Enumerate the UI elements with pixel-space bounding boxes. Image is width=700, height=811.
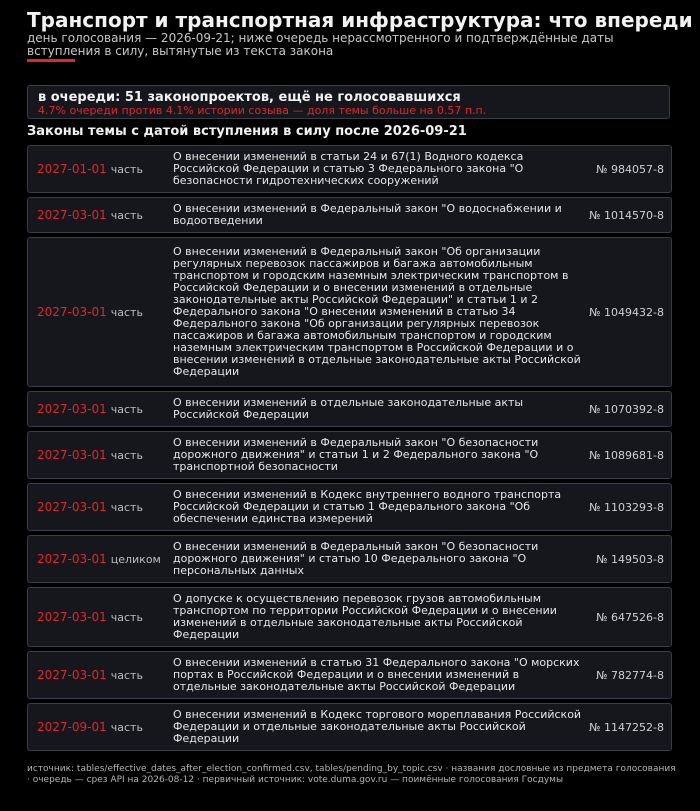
- page-subtitle: день голосования — 2026-09-21; ниже очередь нерассмотренного и подтверждённые даты вступления в силу, вытянутые из текста закона: [27, 31, 614, 58]
- law-scope: часть: [110, 208, 143, 222]
- law-scope: часть: [110, 402, 143, 416]
- law-number: № 1103293-8: [589, 500, 664, 514]
- law-date: 2027-01-01: [37, 162, 107, 176]
- law-scope: часть: [110, 668, 143, 682]
- law-date: 2027-03-01: [37, 448, 107, 462]
- law-row: [27, 431, 672, 479]
- law-title: О внесении изменений в Федеральный закон "Об организации регулярных перевозок пассажиров и багажа автомобильным транспортом и городским наземным электрическим транспортом в Российской Федерации и о внесении изменений в отдельные законодательные акты Российской Федерации" и статьи 1 и 2 Федерального закона "О внесении изменений в статью 34 Федерального закона "Об организации регулярных перевозок пассажиров и багажа автомобильным транспортом и городским наземным электрическим транспортом в Российской Федерации и о внесении изменений в отдельные законодательные акты Российской Федерации: [173, 245, 581, 378]
- law-effective: [37, 238, 143, 386]
- law-row: [27, 391, 672, 427]
- page-title: Транспорт и транспортная инфраструктура: что впереди: [27, 8, 693, 32]
- law-title: О внесении изменений в Федеральный закон "О безопасности дорожного движения" и статьи 1 и 2 Федерального закона "О транспортной безопасности: [173, 436, 539, 473]
- law-effective: [37, 484, 143, 530]
- law-number: № 1089681-8: [589, 448, 664, 462]
- law-scope: целиком: [110, 552, 161, 566]
- law-number: № 1147252-8: [589, 720, 664, 734]
- law-scope: часть: [110, 162, 143, 176]
- law-date: 2027-03-01: [37, 305, 107, 319]
- law-date: 2027-03-01: [37, 500, 107, 514]
- law-date: 2027-03-01: [37, 610, 107, 624]
- law-scope: часть: [110, 720, 143, 734]
- law-number: № 149503-8: [596, 552, 664, 566]
- law-title: О внесении изменений в Кодекс внутреннего водного транспорта Российской Федерации и статью 1 Федерального закона "Об обеспечении единства измерений: [173, 488, 562, 525]
- law-title: О внесении изменений в статьи 24 и 67(1) Водного кодекса Российской Федерации и статью 3 Федерального закона "О безопасности гидротехнических сооружений: [173, 150, 524, 187]
- law-number: № 984057-8: [596, 162, 664, 176]
- law-date: 2027-03-01: [37, 668, 107, 682]
- law-scope: часть: [110, 448, 143, 462]
- accent-bar: [27, 59, 75, 62]
- law-row: [27, 535, 672, 583]
- law-title: О внесении изменений в Федеральный закон "О безопасности дорожного движения" и статью 10 Федерального закона "О персональных данных: [173, 540, 539, 577]
- queue-share-note: 4.7% очереди против 4.1% истории созыва — доля темы больше на 0.57 п.п.: [38, 104, 487, 117]
- law-row: [27, 651, 672, 699]
- queue-summary-card: [27, 85, 670, 119]
- law-date: 2027-03-01: [37, 208, 107, 222]
- law-row: [27, 483, 672, 531]
- law-number: № 782774-8: [596, 668, 664, 682]
- law-effective: [37, 704, 143, 750]
- law-row: [27, 703, 672, 751]
- law-title: О внесении изменений в отдельные законодательные акты Российской Федерации: [173, 396, 524, 421]
- law-number: № 1070392-8: [589, 402, 664, 416]
- law-number: № 1049432-8: [589, 305, 664, 319]
- law-number: № 647526-8: [596, 610, 664, 624]
- law-effective: [37, 146, 143, 192]
- law-title: О внесении изменений в Кодекс торгового мореплавания Российской Федерации и отдельные законодательные акты Российской Федерации: [173, 708, 582, 745]
- law-date: 2027-09-01: [37, 720, 107, 734]
- law-effective: [37, 588, 143, 646]
- source-footnote: источник: tables/effective_dates_after_election_confirmed.csv, tables/pending_by_topic.csv · названия дословные из предмета голосования · очередь — срез API на 2026-08-12 · первичный источник: vote.duma.gov.ru — поимённые голосования Госдумы: [27, 764, 676, 785]
- law-title: О внесении изменений в статью 31 Федерального закона "О морских портах в Российской Федерации и о внесении изменений в отдельные законодательные акты Российской Федерации: [173, 656, 580, 693]
- law-title: О внесении изменений в Федеральный закон "О водоснабжении и водоотведении: [173, 202, 562, 227]
- law-scope: часть: [110, 305, 143, 319]
- law-row: [27, 197, 672, 233]
- law-row: [27, 145, 672, 193]
- law-row: [27, 587, 672, 647]
- law-scope: часть: [110, 500, 143, 514]
- law-row: [27, 237, 672, 387]
- law-scope: часть: [110, 610, 143, 624]
- law-date: 2027-03-01: [37, 552, 107, 566]
- law-effective: [37, 198, 143, 232]
- law-effective: [37, 536, 161, 582]
- law-effective: [37, 652, 143, 698]
- queue-headline: в очереди: 51 законопроектов, ещё не голосовавшихся: [38, 90, 461, 105]
- law-date: 2027-03-01: [37, 402, 107, 416]
- laws-section-heading: Законы темы с датой вступления в силу после 2026-09-21: [27, 124, 467, 139]
- law-effective: [37, 432, 143, 478]
- law-number: № 1014570-8: [589, 208, 664, 222]
- law-title: О допуске к осуществлению перевозок грузов автомобильным транспортом по территории Российской Федерации и о внесении изменений в отдельные законодательные акты Российской Федерации: [173, 592, 557, 641]
- law-effective: [37, 392, 143, 426]
